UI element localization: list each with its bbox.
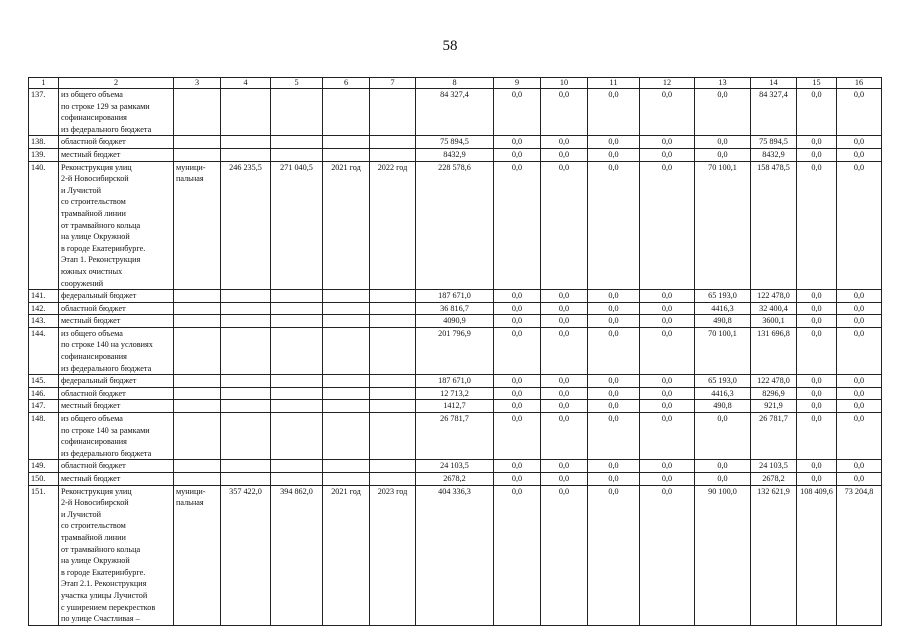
year-value: 84 327,4: [751, 89, 797, 136]
start-year: [323, 413, 370, 460]
year-value: 0,0: [640, 290, 695, 303]
estimated-cost: [221, 473, 271, 486]
year-value: 0,0: [797, 161, 837, 290]
table-row: [29, 460, 882, 473]
year-value: 0,0: [588, 375, 640, 388]
start-year: [323, 387, 370, 400]
year-value: 0,0: [588, 89, 640, 136]
year-value: 0,0: [541, 290, 588, 303]
end-year: 2022 год: [370, 161, 416, 290]
table-row: [29, 375, 882, 388]
year-value: 0,0: [640, 89, 695, 136]
year-value: 0,0: [797, 148, 837, 161]
total-value: 404 336,3: [416, 485, 494, 625]
year-value: 0,0: [541, 315, 588, 328]
year-value: 0,0: [541, 302, 588, 315]
total-value: 24 103,5: [416, 460, 494, 473]
cost-with-inflation: [271, 315, 323, 328]
property-type: [174, 136, 221, 149]
total-value: 187 671,0: [416, 290, 494, 303]
table-row: [29, 485, 882, 625]
year-value: 0,0: [695, 413, 751, 460]
year-value: 70 100,1: [695, 327, 751, 374]
column-header: 5: [271, 78, 323, 89]
year-value: 0,0: [541, 148, 588, 161]
estimated-cost: [221, 302, 271, 315]
year-value: 0,0: [541, 375, 588, 388]
table-row: [29, 89, 882, 136]
year-value: 24 103,5: [751, 460, 797, 473]
row-number: 139.: [29, 148, 59, 161]
year-value: 122 478,0: [751, 375, 797, 388]
row-number: 141.: [29, 290, 59, 303]
year-value: 0,0: [640, 460, 695, 473]
row-number: 147.: [29, 400, 59, 413]
year-value: 0,0: [494, 400, 541, 413]
start-year: 2021 год: [323, 161, 370, 290]
year-value: 90 100,0: [695, 485, 751, 625]
row-number: 137.: [29, 89, 59, 136]
year-value: 0,0: [588, 290, 640, 303]
year-value: 32 400,4: [751, 302, 797, 315]
year-value: 65 193,0: [695, 290, 751, 303]
year-value: 0,0: [588, 485, 640, 625]
table-row: [29, 161, 882, 290]
start-year: [323, 400, 370, 413]
end-year: [370, 400, 416, 413]
column-header: 11: [588, 78, 640, 89]
year-value: 0,0: [640, 327, 695, 374]
property-type: [174, 315, 221, 328]
year-value: 2678,2: [751, 473, 797, 486]
end-year: [370, 327, 416, 374]
year-value: 0,0: [695, 136, 751, 149]
column-header: 16: [837, 78, 882, 89]
row-description: из общего объема по строке 140 на условиях софинансирования из федерального бюджета: [59, 327, 174, 374]
year-value: 0,0: [640, 375, 695, 388]
year-value: 0,0: [494, 148, 541, 161]
property-type: [174, 290, 221, 303]
table-row: [29, 413, 882, 460]
year-value: 70 100,1: [695, 161, 751, 290]
estimated-cost: [221, 327, 271, 374]
estimated-cost: 357 422,0: [221, 485, 271, 625]
year-value: 0,0: [588, 327, 640, 374]
cost-with-inflation: [271, 89, 323, 136]
row-number: 146.: [29, 387, 59, 400]
year-value: 0,0: [494, 327, 541, 374]
year-value: 122 478,0: [751, 290, 797, 303]
year-value: 0,0: [541, 485, 588, 625]
year-value: 3600,1: [751, 315, 797, 328]
start-year: [323, 375, 370, 388]
year-value: 0,0: [797, 315, 837, 328]
year-value: 0,0: [837, 400, 882, 413]
year-value: 8432,9: [751, 148, 797, 161]
column-header: 10: [541, 78, 588, 89]
column-number-row: [29, 78, 882, 89]
table-row: [29, 387, 882, 400]
cost-with-inflation: [271, 413, 323, 460]
end-year: [370, 315, 416, 328]
year-value: 73 204,8: [837, 485, 882, 625]
column-header: 3: [174, 78, 221, 89]
year-value: 0,0: [494, 473, 541, 486]
estimated-cost: [221, 460, 271, 473]
end-year: [370, 89, 416, 136]
year-value: 0,0: [494, 387, 541, 400]
property-type: [174, 302, 221, 315]
year-value: 0,0: [640, 485, 695, 625]
total-value: 75 894,5: [416, 136, 494, 149]
year-value: 0,0: [640, 161, 695, 290]
year-value: 0,0: [588, 460, 640, 473]
property-type: [174, 327, 221, 374]
row-description: местный бюджет: [59, 473, 174, 486]
year-value: 0,0: [640, 315, 695, 328]
total-value: 1412,7: [416, 400, 494, 413]
year-value: 0,0: [541, 400, 588, 413]
estimated-cost: [221, 387, 271, 400]
property-type: [174, 400, 221, 413]
year-value: 0,0: [588, 413, 640, 460]
row-description: местный бюджет: [59, 400, 174, 413]
year-value: 0,0: [837, 89, 882, 136]
row-number: 142.: [29, 302, 59, 315]
property-type: [174, 387, 221, 400]
end-year: [370, 148, 416, 161]
start-year: [323, 302, 370, 315]
year-value: 0,0: [541, 161, 588, 290]
table-row: [29, 302, 882, 315]
end-year: [370, 473, 416, 486]
year-value: 0,0: [494, 136, 541, 149]
cost-with-inflation: [271, 387, 323, 400]
year-value: 0,0: [541, 460, 588, 473]
year-value: 0,0: [837, 327, 882, 374]
row-description: федеральный бюджет: [59, 290, 174, 303]
year-value: 4416,3: [695, 302, 751, 315]
year-value: 0,0: [837, 302, 882, 315]
property-type: [174, 148, 221, 161]
property-type: муници- пальная: [174, 485, 221, 625]
table-row: [29, 148, 882, 161]
year-value: 0,0: [797, 473, 837, 486]
estimated-cost: [221, 136, 271, 149]
column-header: 2: [59, 78, 174, 89]
table-row: [29, 473, 882, 486]
total-value: 8432,9: [416, 148, 494, 161]
column-header: 9: [494, 78, 541, 89]
year-value: 0,0: [541, 327, 588, 374]
end-year: [370, 375, 416, 388]
row-number: 148.: [29, 413, 59, 460]
year-value: 0,0: [640, 136, 695, 149]
year-value: 0,0: [494, 375, 541, 388]
end-year: [370, 413, 416, 460]
year-value: 0,0: [837, 315, 882, 328]
end-year: 2023 год: [370, 485, 416, 625]
column-header: 7: [370, 78, 416, 89]
cost-with-inflation: 394 862,0: [271, 485, 323, 625]
property-type: муници- пальная: [174, 161, 221, 290]
end-year: [370, 302, 416, 315]
cost-with-inflation: [271, 400, 323, 413]
table-row: [29, 327, 882, 374]
start-year: [323, 148, 370, 161]
year-value: 0,0: [541, 387, 588, 400]
year-value: 0,0: [837, 136, 882, 149]
estimated-cost: [221, 290, 271, 303]
year-value: 0,0: [588, 400, 640, 413]
estimated-cost: 246 235,5: [221, 161, 271, 290]
start-year: [323, 327, 370, 374]
total-value: 201 796,9: [416, 327, 494, 374]
year-value: 131 696,8: [751, 327, 797, 374]
table-row: [29, 290, 882, 303]
year-value: 0,0: [695, 473, 751, 486]
row-description: областной бюджет: [59, 136, 174, 149]
year-value: 108 409,6: [797, 485, 837, 625]
start-year: [323, 89, 370, 136]
cost-with-inflation: [271, 473, 323, 486]
year-value: 0,0: [588, 161, 640, 290]
estimated-cost: [221, 315, 271, 328]
year-value: 0,0: [797, 375, 837, 388]
year-value: 0,0: [494, 485, 541, 625]
year-value: 0,0: [837, 161, 882, 290]
year-value: 0,0: [541, 413, 588, 460]
row-number: 138.: [29, 136, 59, 149]
cost-with-inflation: [271, 148, 323, 161]
column-header: 1: [29, 78, 59, 89]
year-value: 132 621,9: [751, 485, 797, 625]
property-type: [174, 473, 221, 486]
year-value: 0,0: [797, 400, 837, 413]
table-row: [29, 315, 882, 328]
row-number: 140.: [29, 161, 59, 290]
row-number: 150.: [29, 473, 59, 486]
year-value: 0,0: [797, 460, 837, 473]
end-year: [370, 387, 416, 400]
year-value: 0,0: [640, 387, 695, 400]
start-year: [323, 460, 370, 473]
year-value: 0,0: [695, 89, 751, 136]
total-value: 12 713,2: [416, 387, 494, 400]
column-header: 8: [416, 78, 494, 89]
estimated-cost: [221, 89, 271, 136]
year-value: 490,8: [695, 315, 751, 328]
total-value: 84 327,4: [416, 89, 494, 136]
year-value: 0,0: [640, 148, 695, 161]
property-type: [174, 413, 221, 460]
year-value: 0,0: [797, 136, 837, 149]
row-description: областной бюджет: [59, 302, 174, 315]
year-value: 0,0: [797, 387, 837, 400]
year-value: 65 193,0: [695, 375, 751, 388]
year-value: 0,0: [541, 136, 588, 149]
table-row: [29, 136, 882, 149]
total-value: 187 671,0: [416, 375, 494, 388]
year-value: 0,0: [588, 136, 640, 149]
year-value: 0,0: [541, 473, 588, 486]
column-header: 14: [751, 78, 797, 89]
year-value: 158 478,5: [751, 161, 797, 290]
year-value: 0,0: [640, 413, 695, 460]
year-value: 4416,3: [695, 387, 751, 400]
cost-with-inflation: [271, 375, 323, 388]
cost-with-inflation: [271, 327, 323, 374]
year-value: 0,0: [837, 290, 882, 303]
year-value: 0,0: [837, 375, 882, 388]
year-value: 0,0: [494, 413, 541, 460]
year-value: 0,0: [588, 473, 640, 486]
year-value: 0,0: [797, 89, 837, 136]
year-value: 0,0: [494, 302, 541, 315]
row-description: областной бюджет: [59, 387, 174, 400]
row-description: из общего объема по строке 140 за рамками софинансирования из федерального бюджета: [59, 413, 174, 460]
year-value: 0,0: [588, 148, 640, 161]
total-value: 26 781,7: [416, 413, 494, 460]
column-header: 4: [221, 78, 271, 89]
year-value: 490,8: [695, 400, 751, 413]
cost-with-inflation: [271, 290, 323, 303]
row-number: 144.: [29, 327, 59, 374]
total-value: 36 816,7: [416, 302, 494, 315]
year-value: 0,0: [797, 302, 837, 315]
row-number: 145.: [29, 375, 59, 388]
property-type: [174, 375, 221, 388]
cost-with-inflation: [271, 136, 323, 149]
year-value: 0,0: [837, 460, 882, 473]
row-description: областной бюджет: [59, 460, 174, 473]
year-value: 0,0: [588, 315, 640, 328]
property-type: [174, 89, 221, 136]
year-value: 75 894,5: [751, 136, 797, 149]
column-header: 15: [797, 78, 837, 89]
start-year: [323, 290, 370, 303]
year-value: 0,0: [837, 413, 882, 460]
cost-with-inflation: 271 040,5: [271, 161, 323, 290]
start-year: [323, 315, 370, 328]
row-description: местный бюджет: [59, 315, 174, 328]
row-number: 143.: [29, 315, 59, 328]
year-value: 26 781,7: [751, 413, 797, 460]
year-value: 0,0: [494, 89, 541, 136]
year-value: 0,0: [695, 148, 751, 161]
year-value: 0,0: [695, 460, 751, 473]
row-description: федеральный бюджет: [59, 375, 174, 388]
year-value: 0,0: [640, 400, 695, 413]
estimated-cost: [221, 148, 271, 161]
estimated-cost: [221, 400, 271, 413]
year-value: 0,0: [797, 413, 837, 460]
page-number: 58: [442, 38, 458, 54]
row-number: 151.: [29, 485, 59, 625]
column-header: 6: [323, 78, 370, 89]
end-year: [370, 460, 416, 473]
year-value: 0,0: [588, 302, 640, 315]
year-value: 0,0: [837, 148, 882, 161]
total-value: 2678,2: [416, 473, 494, 486]
year-value: 0,0: [494, 161, 541, 290]
estimated-cost: [221, 375, 271, 388]
row-description: из общего объема по строке 129 за рамками софинансирования из федерального бюджета: [59, 89, 174, 136]
year-value: 0,0: [494, 290, 541, 303]
year-value: 0,0: [640, 473, 695, 486]
start-year: [323, 136, 370, 149]
year-value: 0,0: [837, 473, 882, 486]
column-header: 13: [695, 78, 751, 89]
year-value: 8296,9: [751, 387, 797, 400]
total-value: 4090,9: [416, 315, 494, 328]
year-value: 0,0: [494, 315, 541, 328]
year-value: 0,0: [588, 387, 640, 400]
end-year: [370, 136, 416, 149]
estimated-cost: [221, 413, 271, 460]
total-value: 228 578,6: [416, 161, 494, 290]
start-year: [323, 473, 370, 486]
table-row: [29, 400, 882, 413]
year-value: 0,0: [640, 302, 695, 315]
year-value: 0,0: [837, 387, 882, 400]
year-value: 0,0: [797, 290, 837, 303]
year-value: 0,0: [541, 89, 588, 136]
budget-table: [28, 77, 882, 626]
property-type: [174, 460, 221, 473]
row-description: Реконструкция улиц 2-й Новосибирской и Лучистой со строительством трамвайной линии от трамвайного кольца на улице Окружной в городе Екатеринбурге. Этап 1. Реконструкция южных очистных сооружений: [59, 161, 174, 290]
year-value: 0,0: [797, 327, 837, 374]
column-header: 12: [640, 78, 695, 89]
year-value: 0,0: [494, 460, 541, 473]
row-number: 149.: [29, 460, 59, 473]
year-value: 921,9: [751, 400, 797, 413]
start-year: 2021 год: [323, 485, 370, 625]
row-description: Реконструкция улиц 2-й Новосибирской и Лучистой со строительством трамвайной линии от трамвайного кольца на улице Окружной в городе Екатеринбурге. Этап 2.1. Реконструкция участка улицы Лучистой с уширением перекрестков по улице Счастливая –: [59, 485, 174, 625]
cost-with-inflation: [271, 302, 323, 315]
cost-with-inflation: [271, 460, 323, 473]
end-year: [370, 290, 416, 303]
row-description: местный бюджет: [59, 148, 174, 161]
